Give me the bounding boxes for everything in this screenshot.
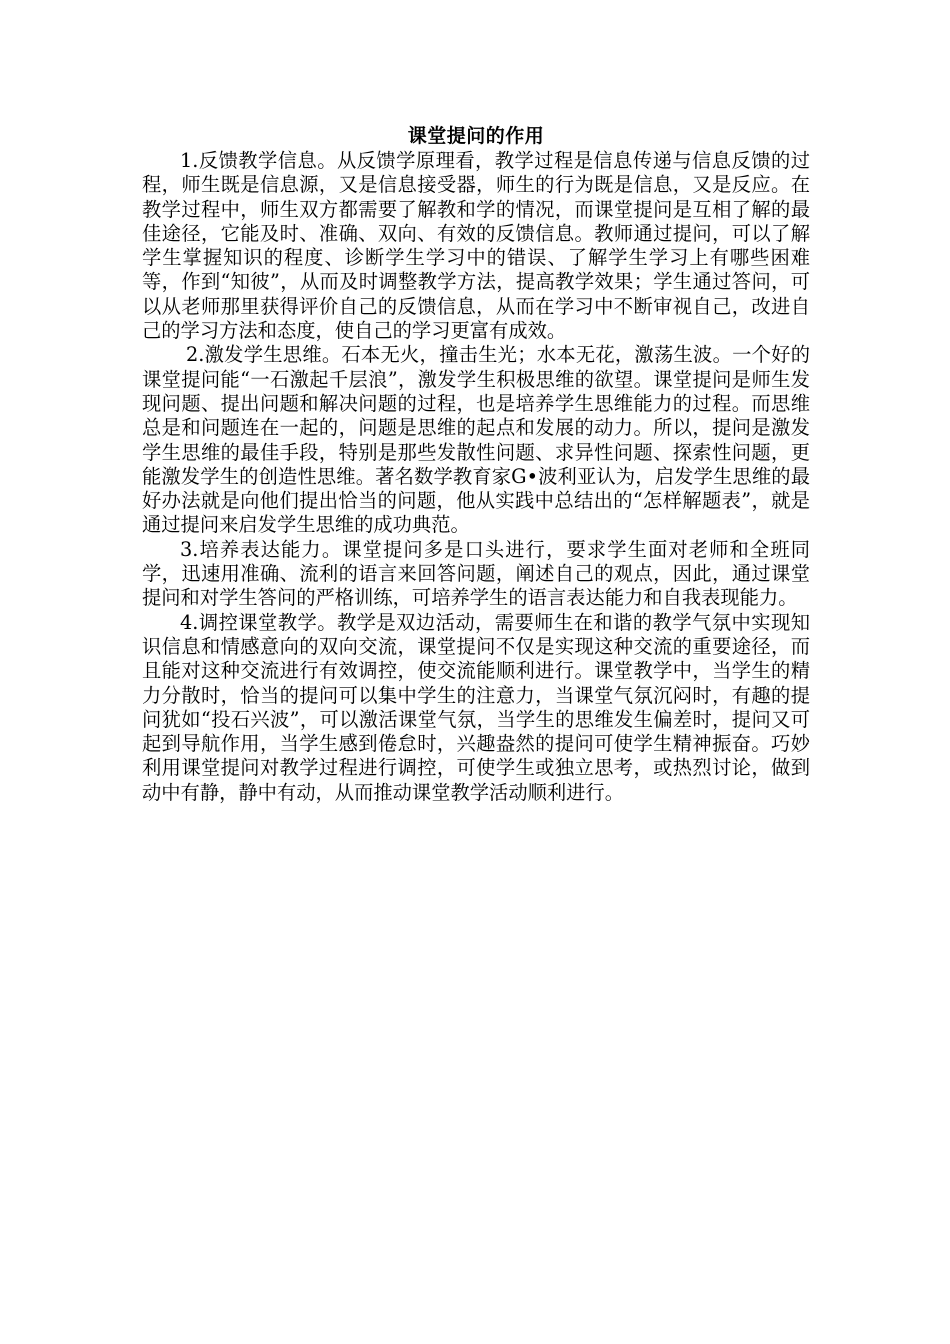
document-title: 课堂提问的作用: [407, 125, 545, 147]
paragraph-thinking: 2.激发学生思维。石本无火，撞击生光；水本无花，激荡生波。一个好的课堂提问能“一石激起千层浪”，激发学生积极思维的欲望。课堂提问是师生发现问题、提出问题和解决问题的过程，也是培养学生思维能力的过程。而思维总是和问题连在一起的，问题是思维的起点和发展的动力。所以，提问是激发学生思维的最佳手段，特别是那些发散性问题、求异性问题、探索性问题，更能激发学生的创造性思维。著名数学教育家G•波利亚认为，启发学生思维的最好办法就是向他们提出恰当的问题，他从实践中总结出的“怎样解题表”，就是通过提问来启发学生思维的成功典范。: [142, 343, 810, 537]
paragraph-feedback: 1.反馈教学信息。从反馈学原理看，教学过程是信息传递与信息反馈的过程，师生既是信息源，又是信息接受器，师生的行为既是信息，又是反应。在教学过程中，师生双方都需要了解教和学的情况，而课堂提问是互相了解的最佳途径，它能及时、准确、双向、有效的反馈信息。教师通过提问，可以了解学生掌握知识的程度、诊断学生学习中的错误、了解学生学习上有哪些困难等，作到“知彼”，从而及时调整教学方法，提高教学效果；学生通过答问，可以从老师那里获得评价自己的反馈信息，从而在学习中不断审视自己，改进自己的学习方法和态度，使自己的学习更富有成效。: [142, 149, 810, 343]
paragraph-expression: 3.培养表达能力。课堂提问多是口头进行，要求学生面对老师和全班同学，迅速用准确、流利的语言来回答问题，阐述自己的观点，因此，通过课堂提问和对学生答问的严格训练，可培养学生的语言表达能力和自我表现能力。: [142, 537, 810, 610]
paragraph-control: 4.调控课堂教学。教学是双边活动，需要师生在和谐的教学气氛中实现知识信息和情感意向的双向交流，课堂提问不仅是实现这种交流的重要途径，而且能对这种交流进行有效调控，使交流能顺利进行。课堂教学中，当学生的精力分散时，恰当的提问可以集中学生的注意力，当课堂气氛沉闷时，有趣的提问犹如“投石兴波”，可以激活课堂气氛，当学生的思维发生偏差时，提问又可起到导航作用，当学生感到倦怠时，兴趣盎然的提问可使学生精神振奋。巧妙利用课堂提问对教学过程进行调控，可使学生或独立思考，或热烈讨论，做到动中有静，静中有动，从而推动课堂教学活动顺利进行。: [142, 610, 810, 804]
document-body: [142, 121, 810, 805]
